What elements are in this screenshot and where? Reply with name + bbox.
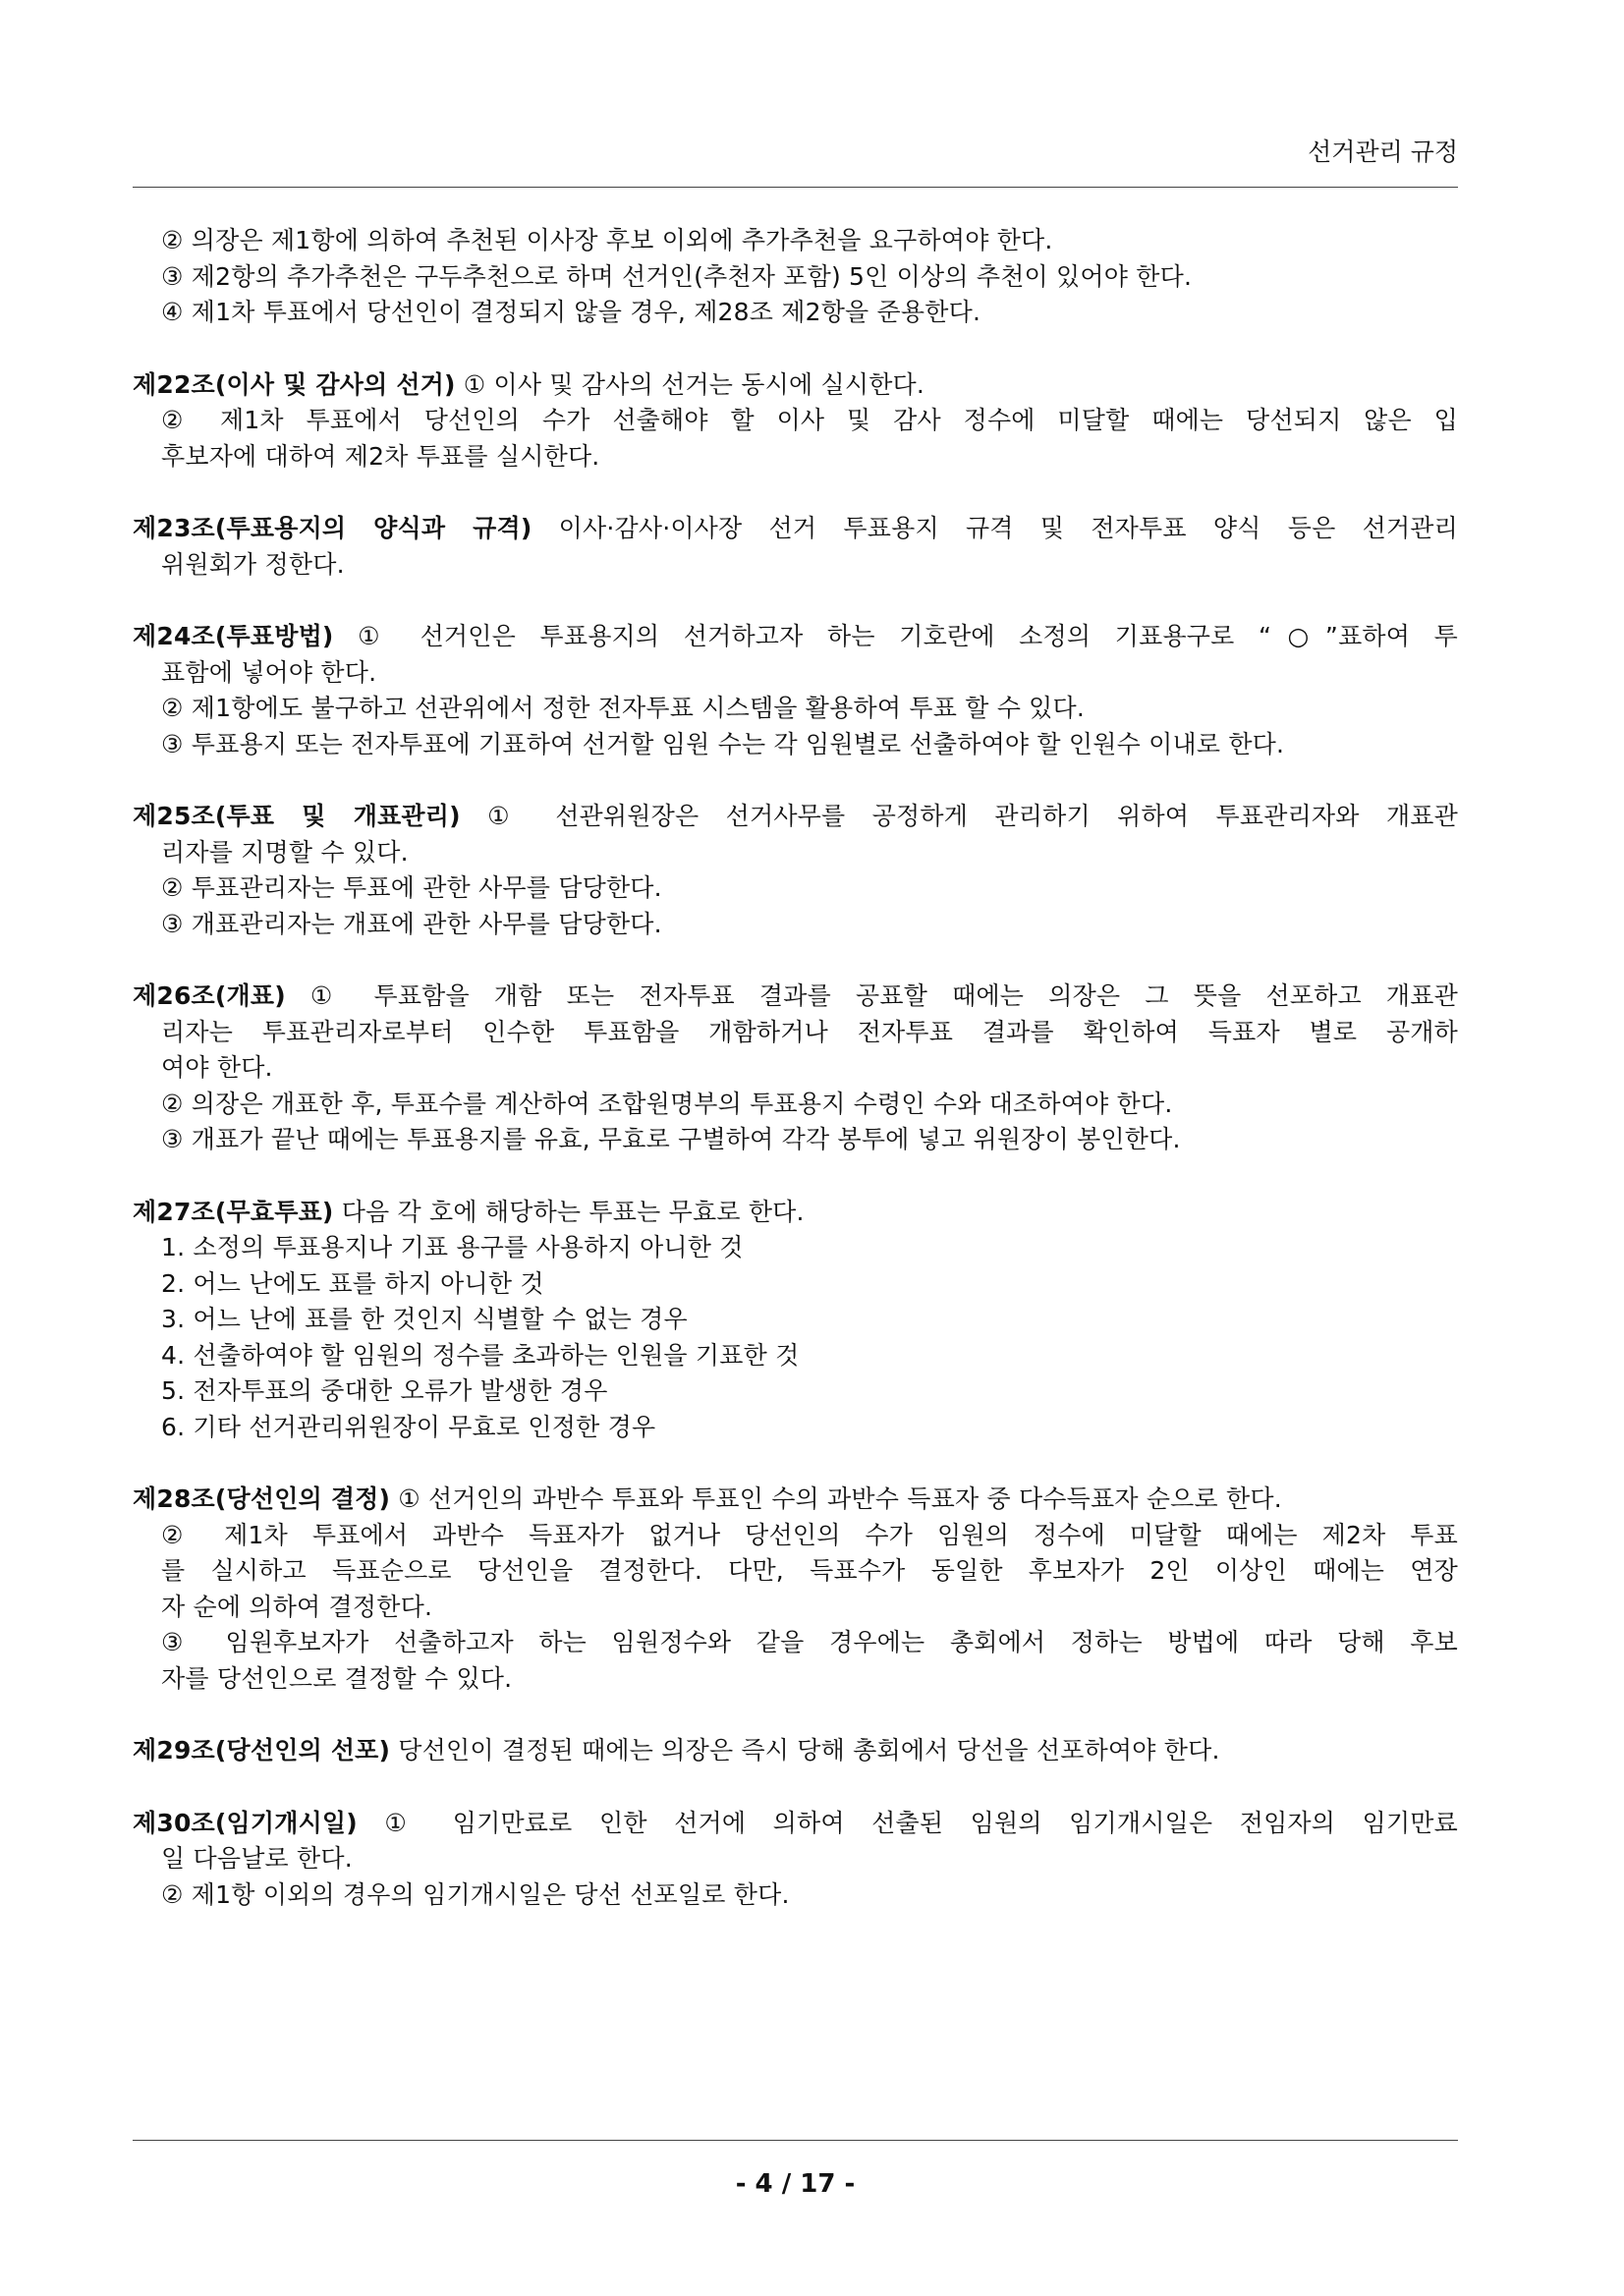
article-first-line [133, 799, 1458, 835]
article-title: 제25조(투표 및 개표관리) [133, 802, 461, 830]
paragraph: 후보자에 대하여 제2차 투표를 실시한다. [161, 441, 600, 471]
paragraph: ② 제1차 투표에서 과반수 득표자가 없거나 당선인의 수가 임원의 정수에 미달할 때에는 제2차 투표 [161, 1520, 1458, 1549]
paragraph: ③ 개표가 끝난 때에는 투표용지를 유효, 무효로 구별하여 각각 봉투에 넣고 위원장이 봉인한다. [161, 1125, 1181, 1153]
paragraph: 리자는 투표관리자로부터 인수한 투표함을 개함하거나 전자투표 결과를 확인하여 득표자 별로 공개하 [161, 1017, 1458, 1046]
spacer [133, 1697, 1458, 1733]
article-title: 제28조(당선인의 결정) [133, 1484, 391, 1513]
paragraph: ④ 제1차 투표에서 당선인이 결정되지 않을 경우, 제28조 제2항을 준용한다. [161, 298, 981, 326]
paragraph: ② 의장은 개표한 후, 투표수를 계산하여 조합원명부의 투표용지 수령인 수와 대조하여야 한다. [161, 1089, 1173, 1118]
paragraph: 위원회가 정한다. [161, 549, 345, 579]
article-title: 제23조(투표용지의 양식과 규격) [133, 514, 532, 542]
paragraph: ① 선거인은 투표용지의 선거하고자 하는 기호란에 소정의 기표용구로 “○”표하여 투 [333, 622, 1458, 650]
paragraph: ③ 개표관리자는 개표에 관한 사무를 담당한다. [161, 909, 662, 938]
article-30 [133, 1806, 1458, 1914]
paragraph: ③ 임원후보자가 선출하고자 하는 임원정수와 같을 경우에는 총회에서 정하는 방법에 따라 당해 후보 [161, 1628, 1458, 1656]
article-first-line [133, 1482, 1458, 1518]
paragraph: 이사·감사·이사장 선거 투표용지 규격 및 전자투표 양식 등은 선거관리 [532, 514, 1459, 542]
header-rule [133, 187, 1458, 188]
paragraph: 자를 당선인으로 결정할 수 있다. [161, 1663, 513, 1693]
paragraph: ① 이사 및 감사의 선거는 동시에 실시한다. [455, 369, 925, 399]
spacer [133, 1769, 1458, 1806]
paragraph: ② 제1차 투표에서 당선인의 수가 선출해야 할 이사 및 감사 정수에 미달할 때에는 당선되지 않은 입 [161, 406, 1458, 434]
document-body [133, 223, 1458, 1913]
spacer [133, 942, 1458, 979]
paragraph: ① 선관위원장은 선거사무를 공정하게 관리하기 위하여 투표관리자와 개표관 [460, 802, 1459, 830]
spacer [133, 1158, 1458, 1195]
list-item: 3. 어느 난에 표를 한 것인지 식별할 수 없는 경우 [161, 1305, 688, 1333]
article-first-line [133, 367, 1458, 404]
article-title: 제30조(임기개시일) [133, 1808, 358, 1837]
paragraph: 표함에 넣어야 한다. [161, 657, 377, 687]
article-27 [133, 1195, 1458, 1446]
spacer [133, 1445, 1458, 1482]
article-continuation [133, 223, 1458, 331]
article-28 [133, 1482, 1458, 1697]
article-title: 제22조(이사 및 감사의 선거) [133, 369, 456, 399]
article-first-line [133, 979, 1458, 1015]
paragraph: ① 투표함을 개함 또는 전자투표 결과를 공표할 때에는 의장은 그 뜻을 선포하고 개표관 [285, 981, 1458, 1010]
article-title: 제24조(투표방법) [133, 622, 334, 650]
paragraph: ② 제1항 이외의 경우의 임기개시일은 당선 선포일로 한다. [161, 1879, 790, 1909]
running-header: 선거관리 규정 [1308, 138, 1458, 166]
paragraph: 다음 각 호에 해당하는 투표는 무효로 한다. [333, 1197, 805, 1226]
article-25 [133, 799, 1458, 942]
article-title: 제29조(당선인의 선포) [133, 1736, 391, 1764]
article-24 [133, 619, 1458, 762]
article-first-line [133, 619, 1458, 655]
article-first-line [133, 1733, 1458, 1769]
spacer [133, 583, 1458, 619]
spacer [133, 331, 1458, 367]
list-item: 6. 기타 선거관리위원장이 무효로 인정한 경우 [161, 1412, 656, 1441]
paragraph: ① 선거인의 과반수 투표와 투표인 수의 과반수 득표자 중 다수득표자 순으로 한다. [390, 1484, 1282, 1513]
paragraph: 리자를 지명할 수 있다. [161, 837, 409, 867]
article-first-line [133, 1195, 1458, 1231]
article-26 [133, 979, 1458, 1158]
article-title: 제26조(개표) [133, 981, 286, 1010]
paragraph: ① 임기만료로 인한 선거에 의하여 선출된 임원의 임기개시일은 전임자의 임기만료 [357, 1808, 1458, 1837]
paragraph: 여야 한다. [161, 1053, 273, 1082]
article-29 [133, 1733, 1458, 1769]
list-item: 5. 전자투표의 중대한 오류가 발생한 경우 [161, 1376, 608, 1405]
footer-rule [133, 2140, 1458, 2141]
page-number: - 4 / 17 - [735, 2169, 856, 2199]
list-item: 4. 선출하여야 할 임원의 정수를 초과하는 인원을 기표한 것 [161, 1340, 800, 1370]
paragraph: ② 투표관리자는 투표에 관한 사무를 담당한다. [161, 873, 662, 902]
paragraph: 를 실시하고 득표순으로 당선인을 결정한다. 다만, 득표수가 동일한 후보자가 2인 이상인 때에는 연장 [161, 1556, 1458, 1585]
list-item: 2. 어느 난에도 표를 하지 아니한 것 [161, 1268, 544, 1298]
paragraph: ③ 투표용지 또는 전자투표에 기표하여 선거할 임원 수는 각 임원별로 선출하여야 할 인원수 이내로 한다. [161, 729, 1285, 758]
spacer [133, 762, 1458, 799]
spacer [133, 475, 1458, 511]
paragraph: ② 제1항에도 불구하고 선관위에서 정한 전자투표 시스템을 활용하여 투표 할 수 있다. [161, 694, 1086, 722]
paragraph: 자 순에 의하여 결정한다. [161, 1592, 433, 1621]
article-first-line [133, 511, 1458, 547]
article-22 [133, 367, 1458, 476]
paragraph: ③ 제2항의 추가추천은 구두추천으로 하며 선거인(추천자 포함) 5인 이상의 추천이 있어야 한다. [161, 261, 1193, 291]
article-title: 제27조(무효투표) [133, 1197, 334, 1226]
list-item: 1. 소정의 투표용지나 기표 용구를 사용하지 아니한 것 [161, 1233, 744, 1261]
article-23 [133, 511, 1458, 583]
paragraph: ② 의장은 제1항에 의하여 추천된 이사장 후보 이외에 추가추천을 요구하여야 한다. [161, 226, 1053, 254]
article-first-line [133, 1806, 1458, 1842]
paragraph: 일 다음날로 한다. [161, 1844, 353, 1873]
paragraph: 당선인이 결정된 때에는 의장은 즉시 당해 총회에서 당선을 선포하여야 한다. [390, 1736, 1220, 1764]
